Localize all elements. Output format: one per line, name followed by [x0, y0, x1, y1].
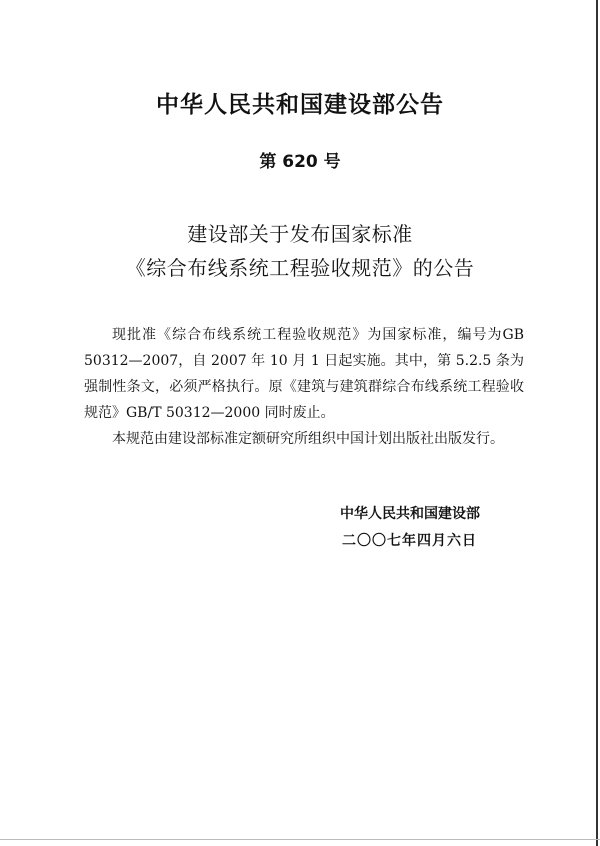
body-paragraph-1: 现批准《综合布线系统工程验收规范》为国家标准，编号为GB 50312—2007，自 2007 年 10 月 1 日起实施。其中，第 5.2.5 条为强制性条文，必须严格执行。原《建筑与建筑群综合布线系统工程验收规范》GB/T 50312—2000 同时废止。 [84, 327, 524, 421]
body-paragraph-2: 本规范由建设部标准定额研究所组织中国计划出版社出版发行。 [112, 431, 504, 447]
notice-title-line-2: 《综合布线系统工程验收规范》的公告 [125, 256, 475, 280]
gazette-title: 中华人民共和国建设部公告 [156, 92, 444, 118]
scan-edge-bottom [0, 839, 600, 840]
announcement-number: 第 620 号 [259, 152, 341, 172]
issuing-organization: 中华人民共和国建设部 [340, 506, 480, 522]
issue-date: 二〇〇七年四月六日 [342, 533, 477, 549]
notice-body [84, 322, 524, 452]
scan-edge-right [596, 0, 598, 846]
notice-title-line-1: 建设部关于发布国家标准 [187, 222, 413, 246]
